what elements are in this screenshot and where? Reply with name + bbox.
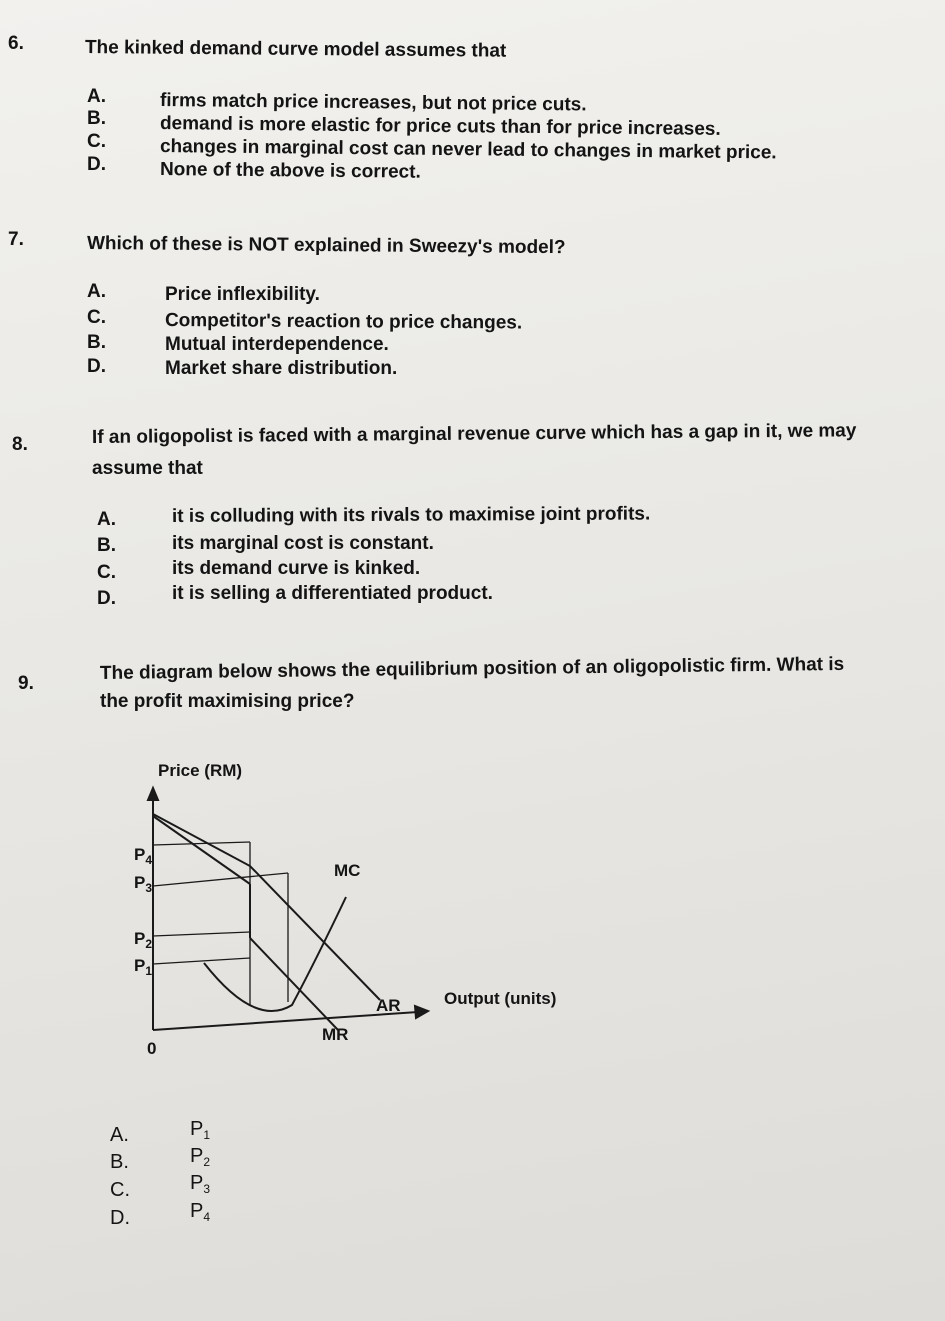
q9-option-c-letter: C. [110,1179,130,1201]
q9-option-d-letter: D. [110,1207,130,1229]
p2-guide [153,932,250,936]
p4-label: $P_4$ [134,845,153,867]
q7-option-a[interactable]: Price inflexibility. [165,284,320,305]
mc-label: MC [334,861,361,880]
q6-option-a-letter: A. [87,86,106,107]
q8-text-line2: assume that [92,458,203,479]
q6-option-c-letter: C. [87,131,106,152]
q9-text-line1: The diagram below shows the equilibrium position of an oligopolistic firm. What is [99,653,845,684]
q6-option-d-letter: D. [87,154,106,175]
q7-option-b[interactable]: Mutual interdependence. [165,334,389,355]
q7-option-a-letter: A. [87,281,106,302]
q6-number: 6. [8,33,24,54]
p1-guide [153,958,250,964]
p1-label: $P_1$ [134,956,153,978]
p4-guide [153,842,250,845]
q9-text-line2: the profit maximising price? [100,691,355,712]
q8-option-d-letter: D. [97,588,116,609]
y-axis-arrow [148,788,158,800]
ar-curve [153,814,380,1000]
q7-text: Which of these is NOT explained in Sweezy's model? [86,233,566,259]
q6-option-a[interactable]: firms match price increases, but not price cuts. [159,90,587,116]
q6-option-b-letter: B. [87,108,106,129]
q9-number: 9. [18,673,34,694]
mc-curve [204,897,346,1011]
x-axis-label: Output (units) [444,989,557,1008]
q8-number: 8. [12,434,28,455]
q6-text: The kinked demand curve model assumes that [84,37,507,62]
q8-text-line1: If an oligopolist is faced with a marginal revenue curve which has a gap in it, we may [91,420,857,448]
q7-option-b-letter: B. [87,332,106,353]
q7-option-c[interactable]: Competitor's reaction to price changes. [164,310,523,334]
q7-number: 7. [8,229,24,250]
q7-option-c-letter: C. [87,307,106,328]
q9-option-d[interactable]: $P_4$ [190,1200,211,1224]
p3-label: $P_3$ [134,873,153,895]
q7-option-d-letter: D. [87,356,106,377]
q6-option-b[interactable]: demand is more elastic for price cuts than for price increases. [159,113,721,140]
q6-option-c[interactable]: changes in marginal cost can never lead to changes in market price. [159,136,777,164]
q7-option-d[interactable]: Market share distribution. [165,358,398,379]
q8-option-a-letter: A. [97,509,116,530]
mr-label: MR [322,1025,349,1044]
q8-option-b[interactable]: its marginal cost is constant. [172,533,434,554]
ar-label: AR [376,996,401,1015]
q8-option-d[interactable]: it is selling a differentiated product. [172,583,493,604]
q8-option-c-letter: C. [97,562,116,583]
mr-lower-segment [250,938,338,1030]
q9-option-a-letter: A. [110,1124,129,1146]
q8-option-c[interactable]: its demand curve is kinked. [172,558,421,579]
q9-option-b[interactable]: $P_2$ [190,1145,211,1169]
q9-option-b-letter: B. [110,1151,129,1173]
q8-option-a[interactable]: it is colluding with its rivals to maximise joint profits. [171,503,651,527]
q8-option-b-letter: B. [97,535,116,556]
q6-option-d[interactable]: None of the above is correct. [159,159,421,183]
origin-label: 0 [147,1039,157,1058]
y-axis-label: Price (RM) [158,761,243,780]
q9-option-c[interactable]: $P_3$ [190,1172,211,1196]
q9-option-a[interactable]: $P_1$ [190,1118,211,1142]
p2-label: $P_2$ [134,929,153,951]
x-axis-arrow [415,1006,428,1018]
mr-upper-segment [153,816,250,884]
